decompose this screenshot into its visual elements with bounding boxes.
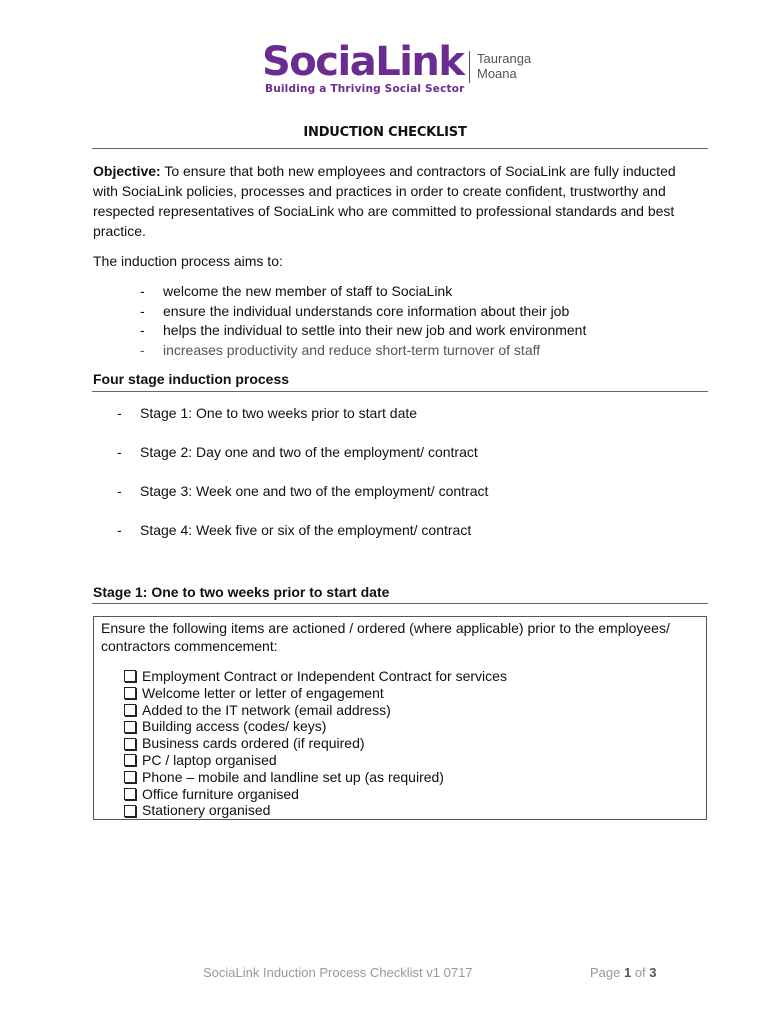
checklist-item [124, 685, 507, 702]
checkbox-icon [124, 721, 136, 733]
footer-page-number [590, 965, 657, 980]
four-stage-heading: Four stage induction process [93, 371, 290, 387]
logo-divider [469, 51, 470, 83]
aims-item: - ensure the individual understands core information about their job [140, 302, 586, 322]
title-rule [92, 148, 708, 149]
checklist-item-label: Phone – mobile and landline set up (as required) [142, 768, 444, 785]
socialink-logo [262, 38, 562, 100]
page-label: Page [590, 965, 624, 980]
checklist-item [124, 769, 507, 786]
checklist-item-label: Added to the IT network (email address) [142, 701, 391, 718]
checklist-item-label: Employment Contract or Independent Contract for services [142, 668, 507, 684]
aims-item: - increases productivity and reduce short-term turnover of staff [140, 341, 586, 361]
checkbox-icon [124, 704, 136, 716]
stage-item: - Stage 4: Week five or six of the employment/ contract [117, 520, 488, 559]
aims-item: - helps the individual to settle into their new job and work environment [140, 321, 586, 341]
logo-tagline: Building a Thriving Social Sector [265, 83, 465, 95]
stage1-heading: Stage 1: One to two weeks prior to start date [93, 584, 390, 600]
page-total: 3 [649, 965, 657, 980]
checklist-item-label: Building access (codes/ keys) [142, 718, 327, 735]
stage1-intro: Ensure the following items are actioned / ordered (where applicable) prior to the employees/ contractors commencement: [101, 620, 670, 654]
checkbox-icon [124, 788, 136, 800]
checklist-item [124, 702, 507, 719]
checkbox-icon [124, 738, 136, 750]
checkbox-icon [124, 670, 136, 682]
checkbox-icon [124, 754, 136, 766]
objective-text: To ensure that both new employees and contractors of SociaLink are fully inducted with SociaLink policies, processes and practices in order to create confident, trustworthy and respected representatives of SociaLink who are committed to professional standards and best practice. [93, 163, 676, 239]
checklist-item [124, 718, 507, 735]
logo-location-line1: Tauranga [477, 51, 532, 66]
stage-item: - Stage 2: Day one and two of the employment/ contract [117, 442, 488, 481]
checkbox-icon [124, 687, 136, 699]
page-current: 1 [623, 965, 632, 980]
objective-paragraph [93, 161, 693, 241]
checklist-item-label: Office furniture organised [142, 785, 299, 802]
aims-list [140, 282, 586, 360]
checklist-item-label: PC / laptop organised [142, 751, 277, 768]
checklist-item [124, 786, 507, 803]
stage1-rule [92, 603, 708, 604]
logo-location [477, 51, 531, 81]
logo-location-line2: Moana [477, 66, 517, 81]
stages-list [117, 403, 488, 559]
document-title: INDUCTION CHECKLIST [303, 125, 467, 140]
aims-intro: The induction process aims to: [93, 253, 283, 269]
logo-wordmark: SociaLink [262, 39, 464, 85]
stage-item: - Stage 1: One to two weeks prior to start date [117, 403, 488, 442]
checklist-item [124, 752, 507, 769]
checklist-item-label: Stationery organised [142, 802, 271, 819]
stage-item: - Stage 3: Week one and two of the employment/ contract [117, 481, 488, 520]
checklist-item-label: Welcome letter or letter of engagement [142, 684, 384, 701]
stage1-checklist [124, 668, 507, 819]
checkbox-icon [124, 771, 136, 783]
checkbox-icon [124, 805, 136, 817]
checklist-item [124, 735, 507, 752]
footer-document-name: SociaLink Induction Process Checklist v1 0717 [203, 965, 473, 980]
four-stage-rule [92, 391, 708, 392]
page-of: of [631, 965, 650, 980]
checklist-item-label: Business cards ordered (if required) [142, 735, 365, 752]
objective-label: Objective: [93, 163, 161, 179]
checklist-item [124, 802, 507, 819]
aims-item: - welcome the new member of staff to SociaLink [140, 282, 586, 302]
checklist-item [124, 668, 507, 685]
stage1-checklist-box [93, 616, 707, 820]
